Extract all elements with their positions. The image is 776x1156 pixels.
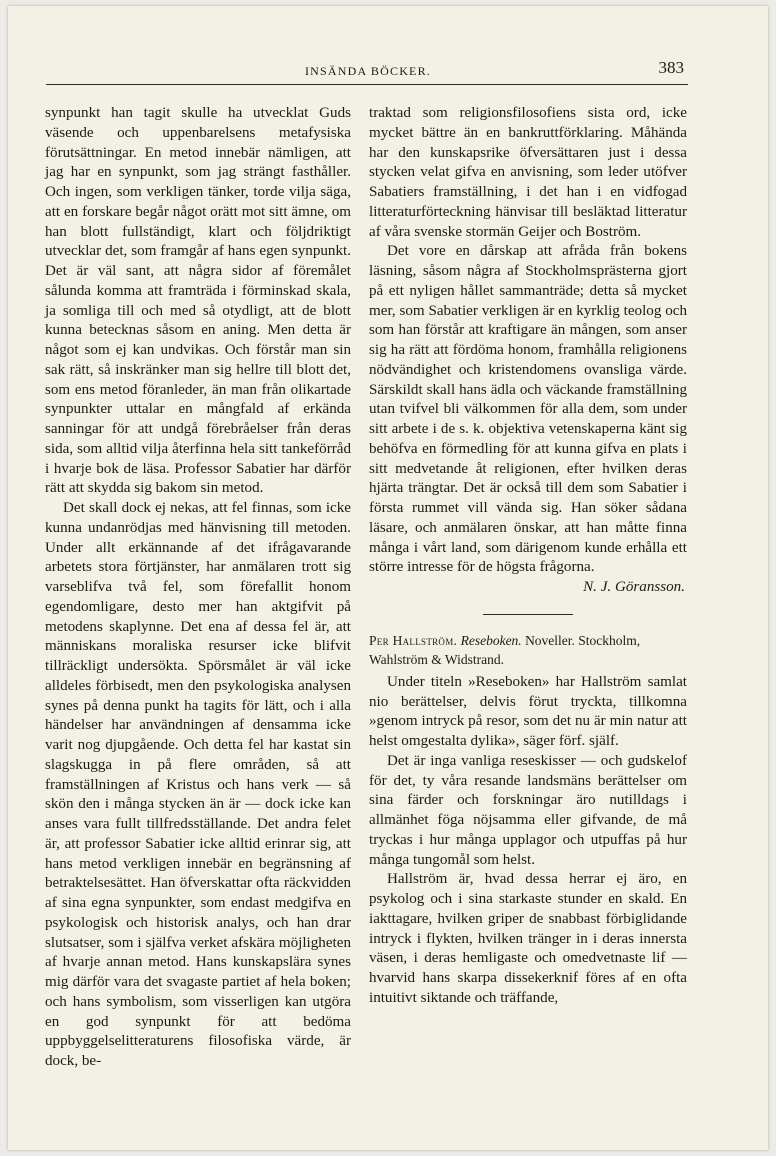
paragraph: Det skall dock ej nekas, att fel finnas, som icke kunna undanrödjas med hänvisning till metoden. Under allt erkännande af det ifrågavarande arbetets stora förtjänster, har anmälaren trott sig varseblifva två fel, som förefallit honom egendomligare, desto mer han aktgifvit på metodens skaplynne. Det ena af dessa fel är, att människans moraliska resurser icke blifvit tillräckligt undersökta. Spörsmålet är väl icke alldeles förbisedt, men den psykologiska analysen synes på denna punkt ha tagits för lätt, och i alla händelser har användningen af densamma icke varit nog djupgående. Och detta fel har kastat sin slagskugga in på flere områden, så att framställningen af Kristus och hans verk — så skön den i många stycken än är — dock icke kan anses vara fullt tillfredsställande. Det andra felet är, att professor Sabatier icke alltid erinrar sig, att hans metod verkligen innebär en begränsning af betraktelsesättet. Han öfverskattar ofta räckvidden af sina egna synpunkter, som endast medgifva en psykologisk och historisk analys, och han drar slutsatser, som i själfva verket afskära möjligheten af hvarje annan metod. Hans kunskapslära synes mig därför vara det svagaste partiet af hela boken; och hans symbolism, som visserligen kan utgöra en god synpunkt för att bedöma uppbyggelselitteraturens filosofiska värde, är dock, be- — [45, 500, 351, 1069]
book-page — [8, 6, 768, 1150]
header-rule — [46, 84, 688, 85]
paragraph: Under titeln »Reseboken» har Hallström samlat nio berättelser, delvis förut tryckta, tillkomna »genom intryck på resor, som det nu är min natur att helst omgestalta dylika», säger förf. själf. — [369, 673, 687, 749]
review-signature: N. J. Göransson. — [583, 579, 685, 595]
paragraph: Det vore en dårskap att afråda från bokens läsning, såsom några af Stockholmsprästerna gjort på ett nyligen hållet sammanträde; detta så mycket mer, som Sabatier verkligen är en kyrklig teolog och som han förstår att kraftigare än mången, som anser sig ha rätt att fördöma honom, framhålla religionens nödvändighet och kristendomens ovansliga värde. Särskildt skall hans ädla och väckande framställning utan tvifvel bli välkommen för alla dem, som under sitt arbete i de s. k. objektiva vetenskaperna känt sig behöfva en förmedling för att kunna gifva en plats i sitt medvetande åt religionen, efter hvilken deras hjärta trängtar. Det är också till dem som Sabatier i första rummet vill vända sig. Han söker sådana läsare, och anmälaren önskar, att han måtte finna många i vårt land, som därigenom kunde erhålla ett större intresse för de högsta frågorna. — [369, 243, 687, 576]
paragraph: Hallström är, hvad dessa herrar ej äro, en psykolog och i sina starkaste stunder en skald. En iakttagare, hvilken griper de snabbast förbiglidande intryck i flykten, hvilken tränger in i deras innersta väsen, i deras hemligaste och omedvetnaste lif — hvarvid hans skarpa dissekerknif föres af en ofta intuitivt siktande och träffande, — [369, 871, 687, 1006]
review-heading — [369, 631, 687, 669]
running-title: INSÄNDA BÖCKER. — [304, 64, 431, 78]
paragraph: synpunkt han tagit skulle ha utvecklat Guds väsende och uppenbarelsens metafysiska förutsättningar. En metod innebär nämligen, att jag har en synpunkt, som jag strängt fasthåller. Och ingen, som verkligen tänker, torde vilja säga, att en forskare begår något orätt mot sitt ämne, om han blott fullständigt, klart och följdriktigt utvecklar det, som framgår af hans egen synpunkt. Det är väl sant, att några sidor af föremålet sålunda komma att framträda i förminskad skala, ja somliga till och med så otydligt, att de blott kunna betecknas såsom en aning. Men detta är något som ej kan undvikas. Och förstår man sin sak rätt, så inskränker man sig hellre till blott det, som ens metod föranleder, än man från olikartade synpunkter uttalar en mångfald af erkända sanningar för att undgå förebråelser från deras sida, som alltid vilja återfinna hela sitt tankeförråd i hvarje bok de läsa. Professor Sabatier har därför rätt att skydda sig bakom sin metod. — [45, 105, 351, 497]
page-number: 383 — [658, 58, 684, 77]
paragraph: traktad som religionsfilosofiens sista ord, icke mycket bättre än en bankruttförklaring. Måhända har den kunskapsrike öfversättaren just i dessa stycken velat gifva en anvisning, som leder utöfver Sabatiers framställning, i det han i en vidfogad litteraturförteckning hänvisar till besläktad litteratur af våra svenske stormän Geijer och Boström. — [369, 105, 687, 240]
right-column — [369, 104, 687, 1009]
left-column — [45, 104, 351, 1072]
review-author: Per Hallström. — [369, 632, 458, 648]
section-divider — [483, 614, 573, 615]
review-publisher-info: Noveller. Stockholm, Wahlström & Widstrand. — [369, 632, 641, 667]
paragraph: Det är inga vanliga reseskisser — och gudskelof för det, ty våra resande landsmäns berättelser om sina färder och forskningar äro nutilldags i allmänhet föga nöjsamma eller gifvande, de må tryckas i hur många upplagor och utpuffas på hur många tungomål som helst. — [369, 752, 687, 868]
review-book-title: Reseboken. — [460, 632, 522, 648]
